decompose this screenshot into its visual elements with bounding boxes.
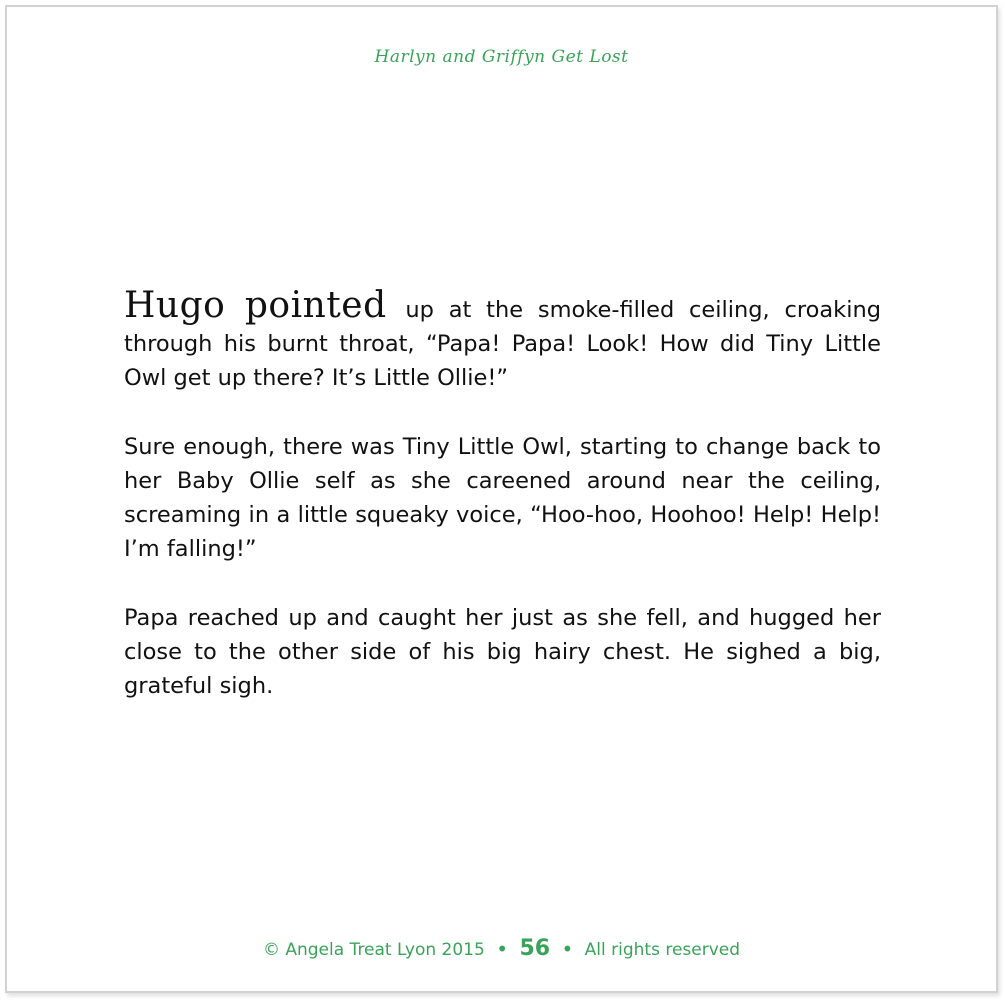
rights-notice: All rights reserved — [584, 940, 741, 960]
paragraph-lead-in: Hugo pointed — [124, 285, 387, 326]
story-paragraph-3: Papa reached up and caught her just as she fell, and hugged her close to the other side of his big hairy chest. He sighed a big, grateful sigh. — [124, 605, 881, 699]
page-footer — [7, 936, 996, 961]
paragraph-text: up at the smoke-filled ceiling, croaking through his burnt throat, “Papa! Papa! Look! How did Tiny Little Owl get up there? It’s Little Ollie!” — [124, 297, 882, 391]
copyright-notice: © Angela Treat Lyon 2015 — [262, 940, 485, 960]
page-number: 56 — [519, 936, 551, 961]
book-page — [5, 5, 998, 993]
footer-separator: • — [561, 937, 574, 961]
story-paragraph-1 — [124, 285, 882, 395]
story-paragraph-2: Sure enough, there was Tiny Little Owl, starting to change back to her Baby Ollie self as she careened around near the ceiling, screaming in a little squeaky voice, “Hoo-hoo, Hoohoo! Help! Help! I’m falling!” — [124, 434, 881, 562]
footer-separator: • — [496, 937, 509, 961]
story-text — [124, 285, 882, 738]
running-header-title: Harlyn and Griffyn Get Lost — [374, 47, 629, 67]
